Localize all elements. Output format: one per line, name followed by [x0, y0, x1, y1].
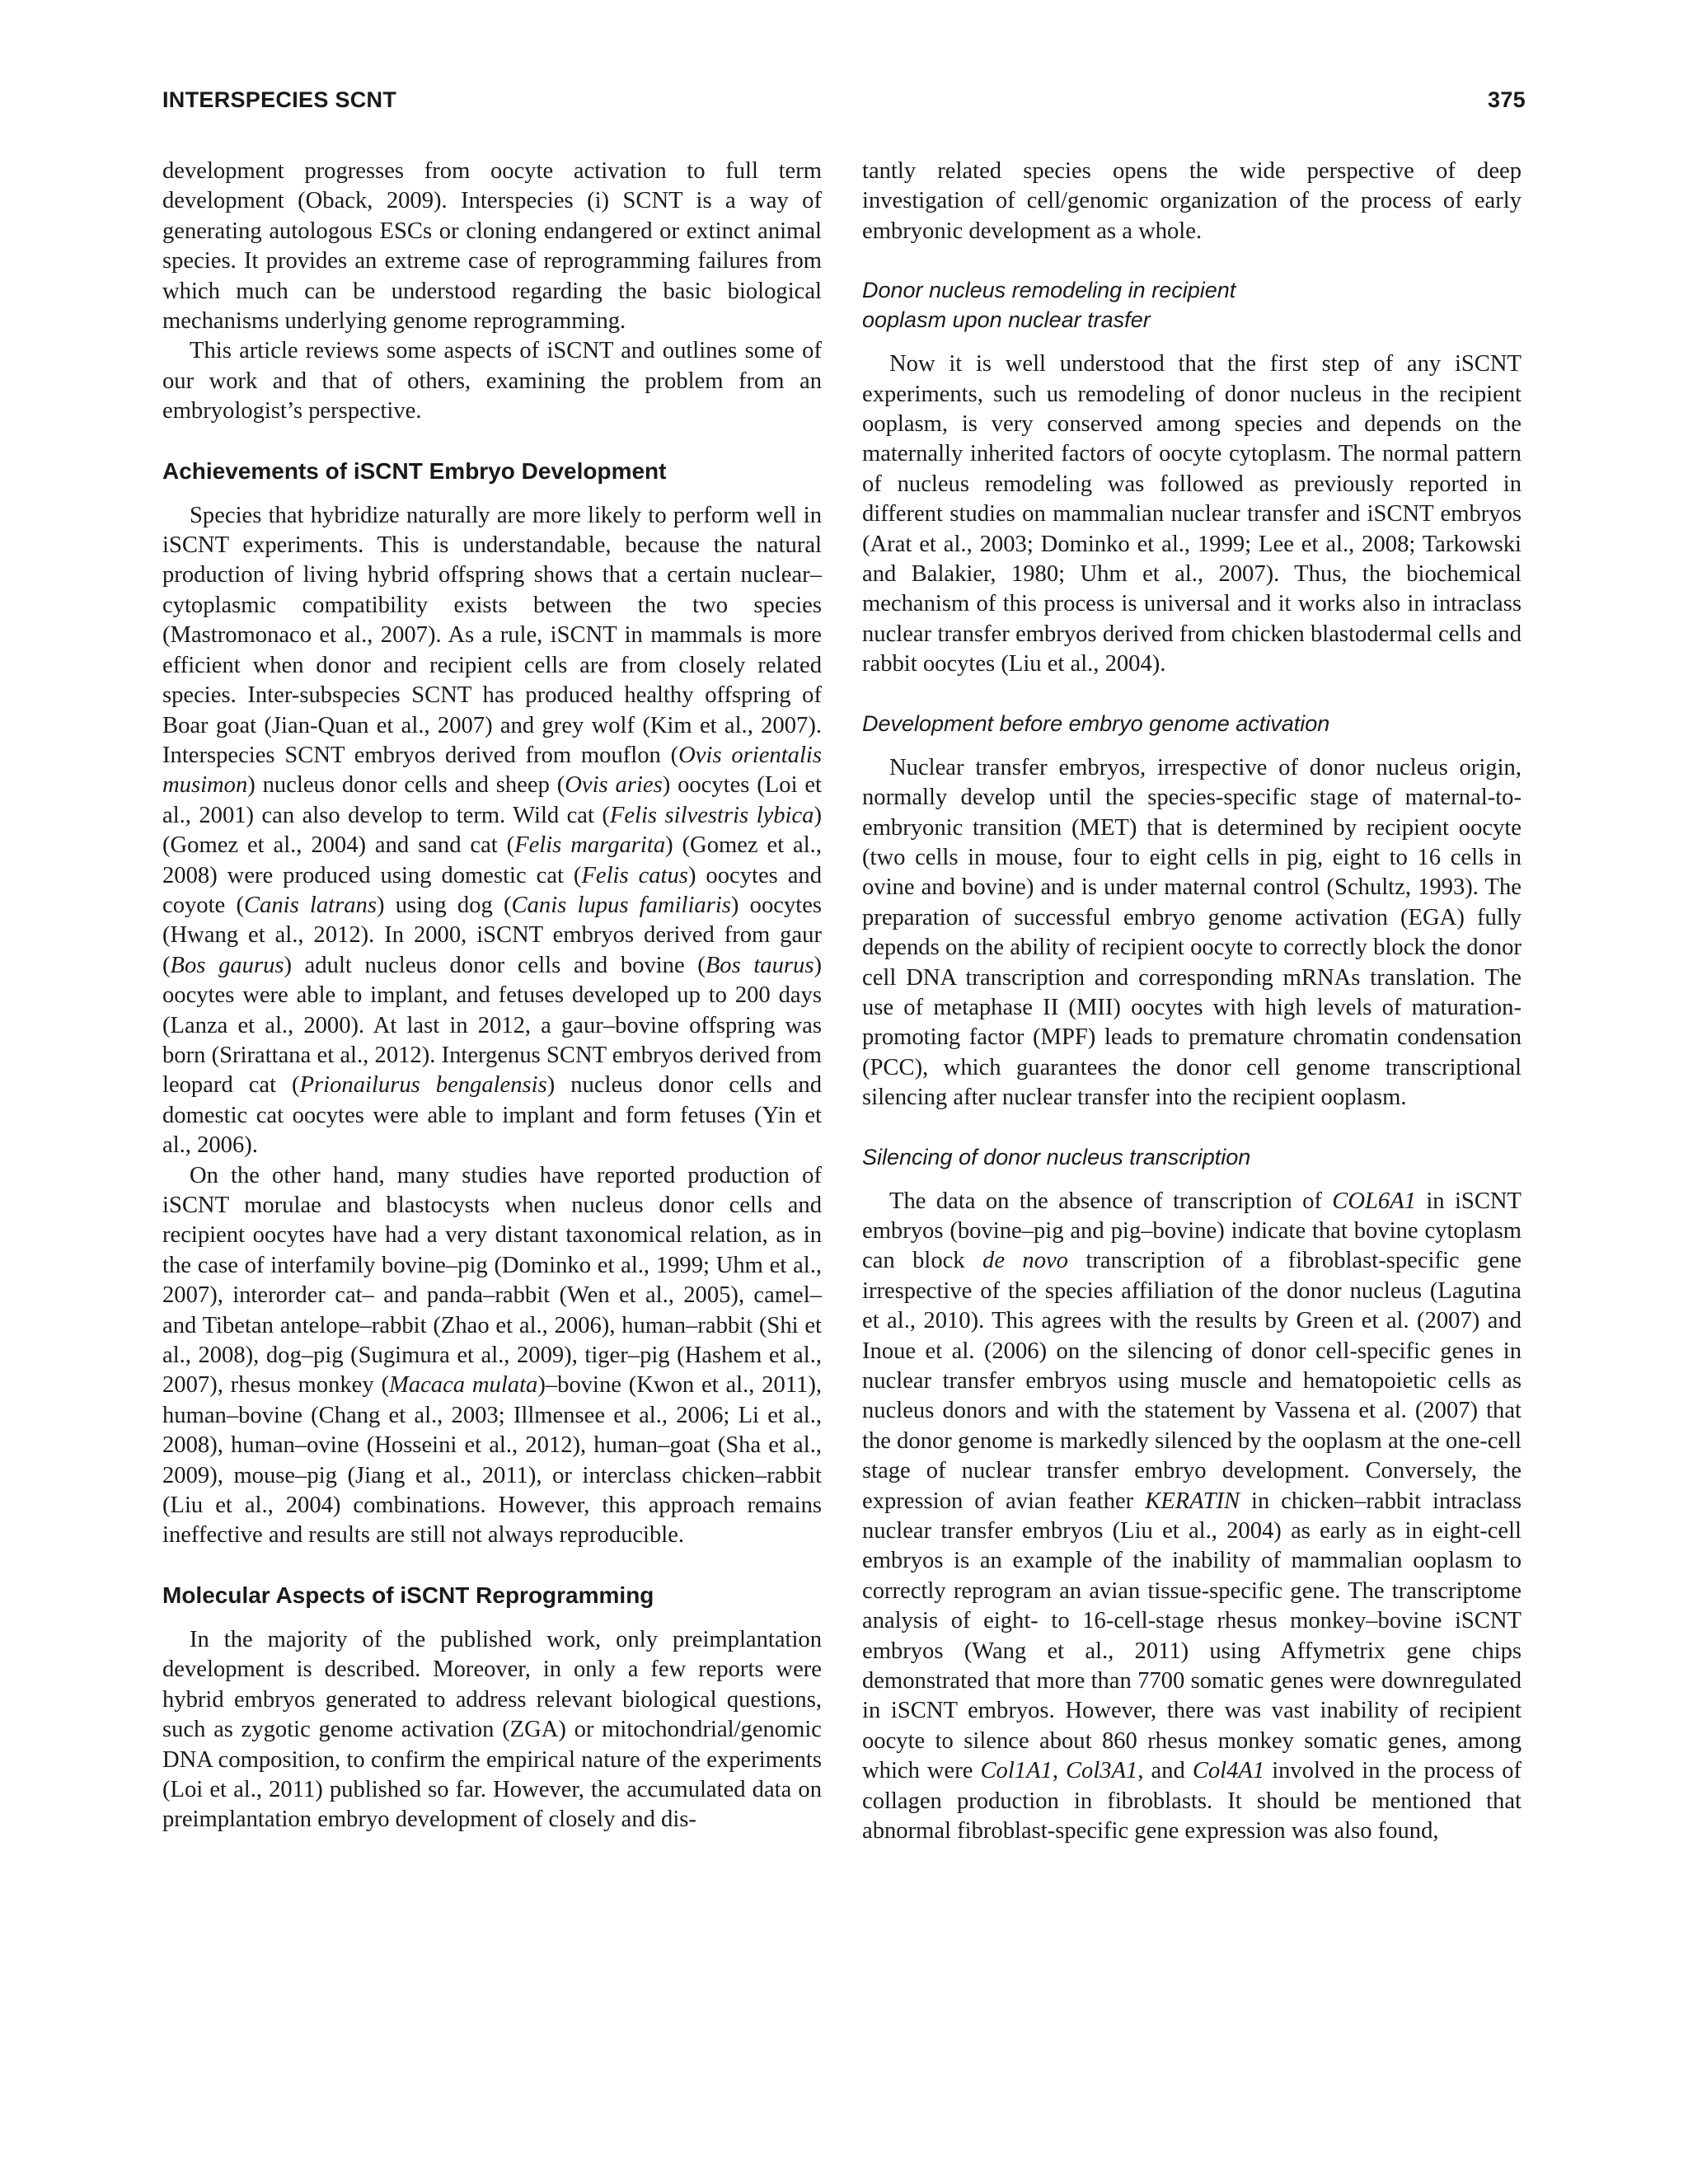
section-heading-achievements: Achievements of iSCNT Embryo Development [162, 457, 667, 484]
paragraph-hybridize: Species that hybridize naturally are more likely to perform well in iSCNT experiments. This is understandable, because the natural production of living hybrid offspring shows that a certain nuclear–cytoplasmic compatibility exists between the two species (Mastromonaco et al., 2007). As a rule, iSCNT in mammals is more efficient when donor and recipient cells are from closely related species. Inter-subspecies SCNT has produced healthy offspring of Boar goat (Jian-Quan et al., 2007) and grey wolf (Kim et al., 2007). Interspecies SCNT embryos derived from mouflon (Ovis orientalis musimon) nucleus donor cells and sheep (Ovis aries) oocytes (Loi et al., 2001) can also develop to term. Wild cat (Felis silvestris lybica) (Gomez et al., 2004) and sand cat (Felis margarita) (Gomez et al., 2008) were produced using domestic cat (Felis catus) oocytes and coyote (Canis latrans) using dog (Canis lupus familiaris) oocytes (Hwang et al., 2012). In 2000, iSCNT embryos derived from gaur (Bos gaurus) adult nucleus donor cells and bovine (Bos taurus) oocytes were able to implant, and fetuses developed up to 200 days (Lanza et al., 2000). At last in 2012, a gaur–bovine offspring was born (Srirattana et al., 2012). Intergenus SCNT embryos derived from leopard cat (Prionailurus bengalensis) nucleus donor cells and domestic cat oocytes were able to implant and form fetuses (Yin et al., 2006). [162, 502, 823, 1159]
paragraph-silencing: The data on the absence of transcription of COL6A1 in iSCNT embryos (bovine–pig and pig–bovine) indicate that bovine cytoplasm can block de novo transcription of a fibroblast-specific gene irrespective of the species affiliation of the donor nucleus (Lagutina et al., 2010). This agrees with the results by Green et al. (2007) and Inoue et al. (2006) on the silencing of donor cell-specific genes in nuclear transfer embryos using muscle and hematopoietic cells as nucleus donors and with the statement by Vassena et al. (2007) that the donor genome is markedly silenced by the ooplasm at the one-cell stage of nuclear transfer embryo development. Conversely, the expression of avian feather KERATIN in chicken–rabbit intraclass nuclear transfer embryos (Liu et al., 2004) as early as in eight-cell embryos is an example of the inability of mammalian ooplasm to correctly reprogram an avian tissue-specific gene. The transcriptome analysis of eight- to 16-cell-stage rhesus monkey–bovine iSCNT embryos (Wang et al., 2011) using Affymetrix gene chips demonstrated that more than 7700 somatic genes were downregulated in iSCNT embryos. However, there was vast inability of recipient oocyte to silence about 860 rhesus monkey somatic genes, among which were Col1A1, Col3A1, and Col4A1 involved in the process of collagen production in fibroblasts. It should be mentioned that abnormal fibroblast-specific gene expression was also found, [862, 1188, 1522, 1844]
paragraph-distant-taxonomy: On the other hand, many studies have reported production of iSCNT morulae and blastocysts when nucleus donor cells and recipient oocytes have had a very distant taxonomical relation, as in the case of interfamily bovine–pig (Dominko et al., 1999; Uhm et al., 2007), interorder cat– and panda–rabbit (Wen et al., 2005), camel– and Tibetan antelope–rabbit (Zhao et al., 2006), human–rabbit (Shi et al., 2008), dog–pig (Sugimura et al., 2009), tiger–pig (Hashem et al., 2007), rhesus monkey (Macaca mulata)–bovine (Kwon et al., 2011), human–bovine (Chang et al., 2003; Illmensee et al., 2006; Li et al., 2008), human–ovine (Hosseini et al., 2012), human–goat (Sha et al., 2009), mouse–pig (Jiang et al., 2011), or interclass chicken–rabbit (Liu et al., 2004) combinations. However, this approach remains ineffective and results are still not always reproducible. [162, 1162, 823, 1549]
paragraph-distant-continued: tantly related species opens the wide perspective of deep investigation of cell/genomic organization of the process of early embryonic development as a whole. [862, 158, 1522, 244]
section-heading-molecular: Molecular Aspects of iSCNT Reprogramming [162, 1582, 654, 1608]
running-head [162, 87, 1526, 120]
paragraph-remodeling: Now it is well understood that the first step of any iSCNT experiments, such us remodeling of donor nucleus in the recipient ooplasm, is very conserved among species and depends on the maternally inherited factors of oocyte cytoplasm. The normal pattern of nucleus remodeling was followed as previously reported in different studies on mammalian nuclear transfer and iSCNT embryos (Arat et al., 2003; Dominko et al., 1999; Lee et al., 2008; Tarkowski and Balakier, 1980; Uhm et al., 2007). Thus, the biochemical mechanism of this process is universal and it works also in intraclass nuclear transfer embryos derived from chicken blastodermal cells and rabbit oocytes (Liu et al., 2004). [862, 351, 1522, 677]
paragraph-article-overview: This article reviews some aspects of iSCNT and outlines some of our work and that of others, examining the problem from an embryologist’s perspective. [162, 338, 822, 424]
subsection-heading-remodeling: Donor nucleus remodeling in recipient ooplasm upon nuclear trasfer [862, 278, 1236, 333]
paragraph-intro-continued: development progresses from oocyte activation to full term development (Oback, 2009). Interspecies (i) SCNT is a way of generating autologous ESCs or cloning endangered or extinct animal species. It provides an extreme case of reprogramming failures from which much can be understood regarding the basic biological mechanisms underlying genome reprogramming. [162, 158, 822, 335]
left-column [162, 157, 822, 1835]
right-column [862, 157, 1522, 1847]
running-head-title: INTERSPECIES SCNT [162, 87, 397, 112]
subsection-heading-silencing: Silencing of donor nucleus transcription [862, 1144, 1251, 1169]
paragraph-preimplantation: In the majority of the published work, only preimplantation development is described. Moreover, in only a few reports were hybrid embryos generated to address relevant biological questions, such as zygotic genome activation (ZGA) or mitochondrial/genomic DNA composition, to confirm the empirical nature of the experiments (Loi et al., 2011) published so far. However, the accumulated data on preimplantation embryo development of closely and dis- [162, 1626, 822, 1833]
paragraph-met: Nuclear transfer embryos, irrespective of donor nucleus origin, normally develop until the species-specific stage of maternal-to-embryonic transition (MET) that is determined by recipient oocyte (two cells in mouse, four to eight cells in pig, eight to 16 cells in ovine and bovine) and is under maternal control (Schultz, 1993). The preparation of successful embryo genome activation (EGA) fully depends on the ability of recipient oocyte to correctly block the donor cell DNA transcription and corresponding mRNAs translation. The use of metaphase II (MII) oocytes with high levels of maturation-promoting factor (MPF) leads to premature chromatin condensation (PCC), which guarantees the donor cell genome transcriptional silencing after nuclear transfer into the recipient ooplasm. [862, 754, 1522, 1111]
subsection-heading-development: Development before embryo genome activation [862, 710, 1330, 736]
page-number: 375 [1488, 87, 1526, 112]
